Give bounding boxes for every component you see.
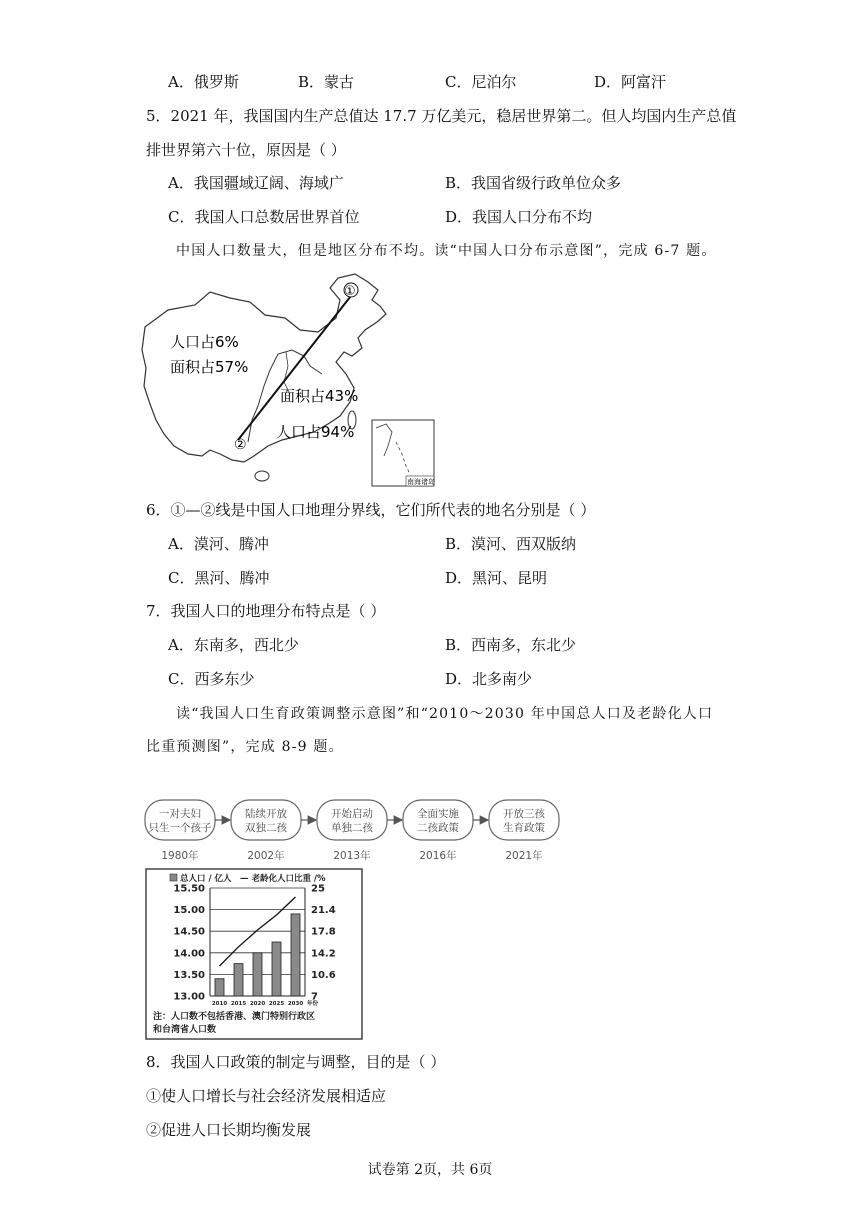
q8-stem: 8．我国人口政策的制定与调整，目的是（ ） (146, 1053, 446, 1071)
q6-option-c: C．黑河、腾冲 (168, 569, 270, 587)
policy-step-line1: 开始启动 (331, 808, 373, 820)
bar-total-population (291, 914, 300, 996)
policy-step-line2: 单独二孩 (331, 822, 373, 834)
q5-option-a: A．我国疆域辽阔、海域广 (168, 174, 344, 192)
q5-option-c: C．我国人口总数居世界首位 (168, 208, 360, 226)
policy-step-year: 2002年 (247, 850, 285, 862)
q5-option-b: B．我国省级行政单位众多 (445, 174, 622, 192)
y-left-tick: 13.50 (173, 969, 205, 981)
q8-item-2: ②促进人口长期均衡发展 (146, 1121, 312, 1139)
intro-8-9-line2: 比重预测图”，完成 8-9 题。 (146, 739, 344, 755)
q7-option-a: A．东南多，西北少 (168, 636, 299, 654)
legend-line-label: — 老龄化人口比重 /% (240, 874, 326, 884)
q5-option-d: D．我国人口分布不均 (445, 208, 593, 226)
policy-step-box (403, 800, 473, 840)
policy-step-line2: 二孩政策 (417, 822, 459, 834)
y-left-tick: 15.00 (173, 905, 205, 917)
policy-step (317, 800, 387, 862)
q5-stem-line2: 排世界第六十位，原因是（ ） (146, 141, 346, 159)
bar-total-population (253, 953, 262, 996)
marker-2: ② (234, 437, 247, 453)
marker-1: ① (344, 284, 356, 299)
chart-note-line1: 注：人口数不包括香港、澳门特别行政区 (153, 1012, 316, 1022)
policy-step-line1: 一对夫妇 (159, 808, 201, 820)
policy-step-box (145, 800, 215, 840)
q4-option-d: D．阿富汗 (594, 73, 667, 91)
y-right-tick: 10.6 (311, 969, 336, 981)
x-tick: 2015 (230, 1001, 247, 1007)
policy-step-line2: 生育政策 (503, 822, 545, 834)
q4-option-c: C．尼泊尔 (445, 73, 517, 91)
q6-option-b: B．漠河、西双版纳 (445, 535, 577, 553)
west-population-label: 人口占6% (170, 333, 239, 351)
x-tick: 2025 (268, 1001, 285, 1007)
x-tick: 2010 (211, 1001, 228, 1007)
x-tick: 2030 (287, 1001, 304, 1007)
q6-stem: 6．①—②线是中国人口地理分界线，它们所代表的地名分别是（ ） (146, 501, 596, 519)
east-population-label: 人口占94% (276, 423, 355, 441)
policy-step-line2: 双独二孩 (245, 822, 287, 834)
q8-item-1: ①使人口增长与社会经济发展相适应 (146, 1087, 387, 1105)
q6-option-a: A．漠河、腾冲 (168, 535, 269, 553)
west-area-label: 面积占57% (170, 358, 249, 376)
policy-step-line2: 只生一个孩子 (148, 822, 212, 834)
intro-6-7: 中国人口数量大，但是地区分布不均。读“中国人口分布示意图”，完成 6-7 题。 (176, 243, 717, 259)
policy-step-box (489, 800, 559, 840)
policy-flow-diagram (140, 796, 570, 866)
q6-option-d: D．黑河、昆明 (445, 569, 548, 587)
y-right-tick: 21.4 (311, 905, 336, 917)
policy-step-box (231, 800, 301, 840)
hainan-island (255, 471, 269, 481)
y-left-tick: 15.50 (173, 883, 205, 895)
policy-step-year: 1980年 (161, 850, 199, 862)
policy-step-line1: 陆续开放 (245, 808, 287, 820)
policy-step-line1: 全面实施 (417, 808, 459, 820)
bar-total-population (234, 964, 243, 996)
q4-option-a: A．俄罗斯 (168, 73, 239, 91)
y-right-tick: 14.2 (311, 948, 336, 960)
x-unit: 年份 (307, 1001, 319, 1007)
q7-stem: 7．我国人口的地理分布特点是（ ） (146, 602, 386, 620)
bar-total-population (215, 979, 224, 996)
q5-stem-line1: 5．2021 年，我国国内生产总值达 17.7 万亿美元，稳居世界第二。但人均国内生产总值 (146, 107, 737, 125)
china-population-map (140, 270, 440, 492)
legend-bar-label: 总人口 / 亿人 (180, 874, 232, 884)
policy-step-line1: 开放三孩 (503, 808, 545, 820)
q7-option-d: D．北多南少 (445, 670, 533, 688)
east-area-label: 面积占43% (280, 387, 359, 405)
x-tick: 2020 (249, 1001, 266, 1007)
q7-option-b: B．西南多，东北少 (445, 636, 577, 654)
policy-step (403, 800, 473, 862)
q7-option-c: C．西多东少 (168, 670, 255, 688)
policy-step-box (317, 800, 387, 840)
policy-step (231, 800, 301, 862)
policy-step-year: 2013年 (333, 850, 371, 862)
bar-total-population (272, 942, 281, 996)
y-right-tick: 7 (311, 991, 318, 1003)
y-left-tick: 13.00 (173, 991, 205, 1003)
chart-note-line2: 和台湾省人口数 (153, 1025, 217, 1035)
q4-option-b: B．蒙古 (298, 73, 355, 91)
page-footer: 试卷第 2页，共 6页 (367, 1162, 493, 1178)
policy-step-year: 2021年 (505, 850, 543, 862)
y-left-tick: 14.50 (173, 926, 205, 938)
policy-step-year: 2016年 (419, 850, 457, 862)
intro-8-9-line1: 读“我国人口生育政策调整示意图”和“2010～2030 年中国总人口及老龄化人口 (176, 706, 714, 722)
y-right-tick: 17.8 (311, 926, 336, 938)
inset-label: 南海诸岛 (407, 478, 435, 486)
population-chart (145, 868, 363, 1040)
legend-bar-swatch (170, 874, 177, 881)
y-right-tick: 25 (311, 883, 325, 895)
y-left-tick: 14.00 (173, 948, 205, 960)
policy-step (489, 800, 559, 862)
policy-step (145, 800, 215, 862)
